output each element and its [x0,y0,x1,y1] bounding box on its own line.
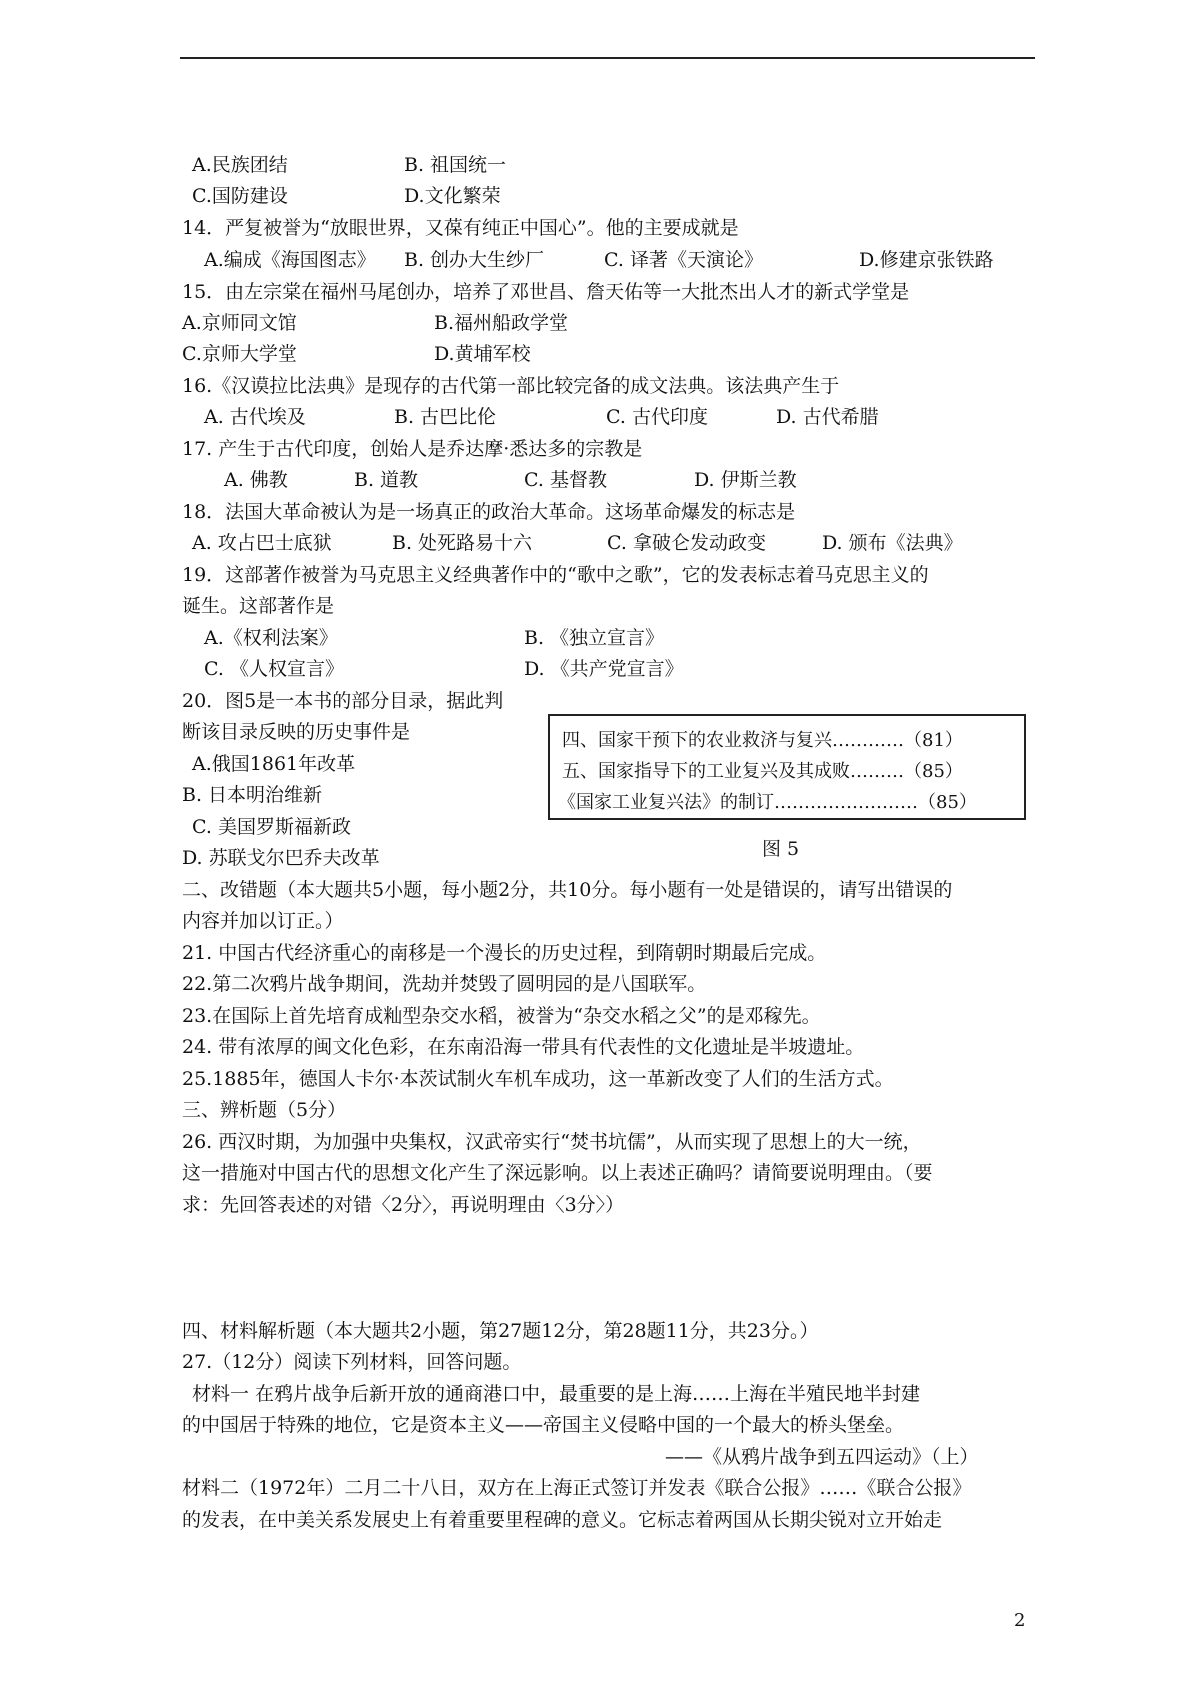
q18-option-c: C. 拿破仑发动政变 [607,532,766,554]
q19-option-b: B. 《独立宣言》 [524,627,665,649]
q20-stem-line1: 20．图5是一本书的部分目录，据此判 [182,690,504,712]
q14-option-b: B. 创办大生纱厂 [404,249,545,271]
q18-option-b: B. 处死路易十六 [392,532,533,554]
q13-options-row2 [192,184,501,208]
q15-options-row1 [182,311,568,335]
q17-option-c: C. 基督教 [524,469,607,491]
q14-option-a: A.编成《海国图志》 [204,249,376,271]
q13-option-d: D.文化繁荣 [404,185,501,207]
q19-option-d: D. 《共产党宣言》 [524,658,684,680]
section-3-heading: 三、辨析题（5分） [182,1099,347,1121]
q18-options [192,531,963,555]
q24: 24. 带有浓厚的闽文化色彩，在东南沿海一带具有代表性的文化遗址是半坡遗址。 [182,1036,865,1058]
section-2-heading-line1: 二、改错题（本大题共5小题，每小题2分，共10分。每小题有一处是错误的，请写出错误的 [182,879,953,901]
q20-stem-line2: 断该目录反映的历史事件是 [182,721,411,743]
section-2-heading-line2: 内容并加以订正。） [182,910,344,932]
q20-option-b: B. 日本明治维新 [182,784,323,806]
q13-option-c: C.国防建设 [192,185,288,207]
q27-material-2-line1: 材料二（1972年）二月二十八日，双方在上海正式签订并发表《联合公报》……《联合公报》 [182,1477,972,1499]
q25: 25.1885年，德国人卡尔·本茨试制火车机车成功，这一革新改变了人们的生活方式。 [182,1068,894,1090]
q19-options-row2 [204,657,684,681]
q14-option-c: C. 译著《天演论》 [604,249,763,271]
figure-5-caption: 图 5 [762,838,800,860]
q14-options [204,248,994,272]
q20-option-c: C. 美国罗斯福新政 [192,816,351,838]
q26-line2: 这一措施对中国古代的思想文化产生了深远影响。以上表述正确吗？请简要说明理由。（要 [182,1162,933,1184]
q27-stem: 27.（12分）阅读下列材料，回答问题。 [182,1351,522,1373]
q16-option-c: C. 古代印度 [606,406,708,428]
q22: 22.第二次鸦片战争期间，洗劫并焚毁了圆明园的是八国联军。 [182,973,707,995]
q14-stem: 14．严复被誉为“放眼世界，又葆有纯正中国心”。他的主要成就是 [182,217,739,239]
header-rule [180,57,1035,59]
q26-line3: 求：先回答表述的对错〈2分〉，再说明理由〈3分〉） [182,1194,625,1216]
q19-stem-line1: 19．这部著作被誉为马克思主义经典著作中的“歌中之歌”，它的发表标志着马克思主义的 [182,564,929,586]
q16-stem: 16.《汉谟拉比法典》是现存的古代第一部比较完备的成文法典。该法典产生于 [182,375,840,397]
figure-5-line: 《国家工业复兴法》的制订……………………（85） [558,792,977,813]
q27-material-1-source: ——《从鸦片战争到五四运动》（上） [665,1446,979,1468]
q20-option-a: A.俄国1861年改革 [192,753,356,775]
q18-stem: 18．法国大革命被认为是一场真正的政治大革命。这场革命爆发的标志是 [182,501,796,523]
q15-option-b: B.福州船政学堂 [434,312,569,334]
q13-option-a: A.民族团结 [192,154,288,176]
q15-option-a: A.京师同文馆 [182,312,297,334]
figure-5-line: 五、国家指导下的工业复兴及其成败………（85） [562,761,963,782]
q15-stem: 15．由左宗棠在福州马尾创办，培养了邓世昌、詹天佑等一大批杰出人才的新式学堂是 [182,281,910,303]
q23: 23.在国际上首先培育成籼型杂交水稻，被誉为“杂交水稻之父”的是邓稼先。 [182,1005,821,1027]
q17-option-d: D. 伊斯兰教 [694,469,797,491]
q14-option-d: D.修建京张铁路 [859,249,994,271]
figure-5-line: 四、国家干预下的农业救济与复兴…………（81） [562,730,963,751]
q15-option-c: C.京师大学堂 [182,343,297,365]
q21: 21. 中国古代经济重心的南移是一个漫长的历史过程，到隋朝时期最后完成。 [182,942,827,964]
q16-option-d: D. 古代希腊 [776,406,879,428]
q16-option-b: B. 古巴比伦 [394,406,497,428]
q27-material-2-line2: 的发表，在中美关系发展史上有着重要里程碑的意义。它标志着两国从长期尖锐对立开始走 [182,1509,943,1531]
q17-options [224,468,797,492]
q13-option-b: B. 祖国统一 [404,154,507,176]
section-4-heading: 四、材料解析题（本大题共2小题，第27题12分，第28题11分，共23分。） [182,1320,819,1342]
q18-option-d: D. 颁布《法典》 [822,532,963,554]
q15-options-row2 [182,342,531,366]
q17-option-a: A. 佛教 [224,469,288,491]
page-number: 2 [1014,1610,1026,1631]
q19-stem-line2: 诞生。这部著作是 [182,595,335,617]
q17-stem: 17. 产生于古代印度，创始人是乔达摩·悉达多的宗教是 [182,438,643,460]
q27-material-1-line1: 材料一 在鸦片战争后新开放的通商港口中，最重要的是上海……上海在半殖民地半封建 [192,1383,921,1405]
q26-line1: 26. 西汉时期，为加强中央集权，汉武帝实行“焚书坑儒”，从而实现了思想上的大一统， [182,1131,922,1153]
q19-option-a: A.《权利法案》 [204,627,338,649]
q16-option-a: A. 古代埃及 [204,406,306,428]
q13-options-row1 [192,153,506,177]
q18-option-a: A. 攻占巴士底狱 [192,532,332,554]
q15-option-d: D.黄埔军校 [434,343,531,365]
q20-option-d: D. 苏联戈尔巴乔夫改革 [182,847,380,869]
q19-option-c: C. 《人权宣言》 [204,658,344,680]
q19-options-row1 [204,626,664,650]
q16-options [204,405,879,429]
q27-material-1-line2: 的中国居于特殊的地位，它是资本主义——帝国主义侵略中国的一个最大的桥头堡垒。 [182,1414,905,1436]
q17-option-b: B. 道教 [354,469,419,491]
